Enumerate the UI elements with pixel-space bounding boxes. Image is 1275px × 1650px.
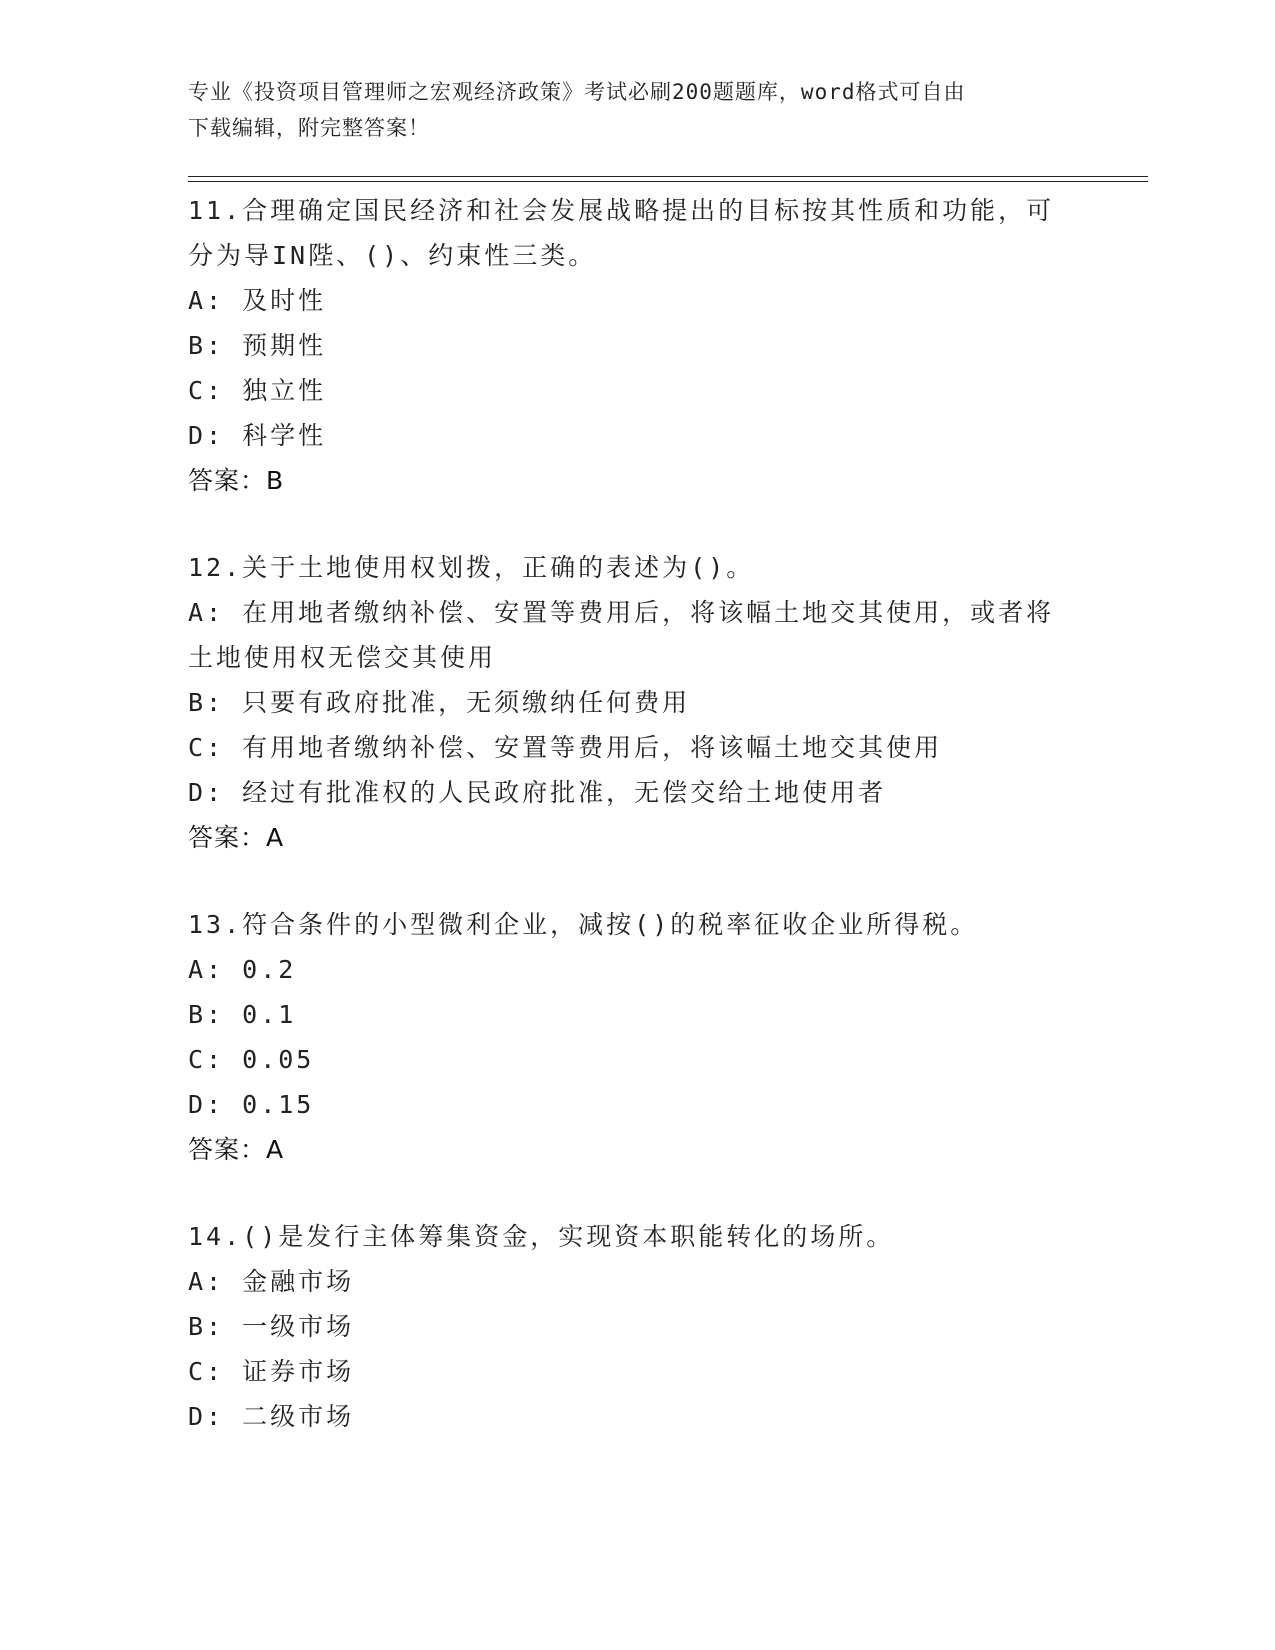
option-a: A: 及时性 (188, 286, 327, 315)
option-d: D: 二级市场 (188, 1402, 355, 1431)
option-b: B: 只要有政府批准，无须缴纳任何费用 (188, 688, 691, 717)
option-c: C: 证券市场 (188, 1357, 355, 1386)
option-d: D: 经过有批准权的人民政府批准，无偿交给土地使用者 (188, 778, 887, 807)
question-stem: 14.()是发行主体筹集资金，实现资本职能转化的场所。 (188, 1222, 895, 1251)
answer: 答案：A (188, 823, 285, 852)
answer: 答案：A (188, 1135, 285, 1164)
question-stem: 11.合理确定国民经济和社会发展战略提出的目标按其性质和功能，可分为导IN陛、()、约束性三类。 (188, 196, 1055, 270)
question-11 (188, 188, 1068, 503)
question-13 (188, 902, 1068, 1172)
option-d: D: 0.15 (188, 1090, 315, 1119)
option-b: B: 一级市场 (188, 1312, 355, 1341)
question-stem: 13.符合条件的小型微利企业，减按()的税率征收企业所得税。 (188, 910, 979, 939)
option-a: A: 0.2 (188, 955, 297, 984)
question-list (188, 188, 1068, 1481)
option-a: A: 在用地者缴纳补偿、安置等费用后，将该幅土地交其使用，或者将土地使用权无偿交其使用 (188, 598, 1055, 672)
option-b: B: 预期性 (188, 331, 327, 360)
answer: 答案：B (188, 466, 285, 495)
option-c: C: 独立性 (188, 376, 327, 405)
document-header (188, 74, 1068, 146)
header-line-2: 下载编辑，附完整答案！ (188, 116, 430, 140)
question-14 (188, 1214, 1068, 1439)
option-a: A: 金融市场 (188, 1267, 355, 1296)
option-c: C: 0.05 (188, 1045, 315, 1074)
question-stem: 12.关于土地使用权划拨，正确的表述为()。 (188, 553, 755, 582)
header-line-1: 专业《投资项目管理师之宏观经济政策》考试必刷200题题库，word格式可自由 (188, 80, 966, 104)
question-12 (188, 545, 1068, 860)
option-d: D: 科学性 (188, 421, 327, 450)
option-c: C: 有用地者缴纳补偿、安置等费用后，将该幅土地交其使用 (188, 733, 943, 762)
header-divider-top (188, 176, 1148, 177)
option-b: B: 0.1 (188, 1000, 297, 1029)
header-divider-bottom (188, 181, 1148, 182)
